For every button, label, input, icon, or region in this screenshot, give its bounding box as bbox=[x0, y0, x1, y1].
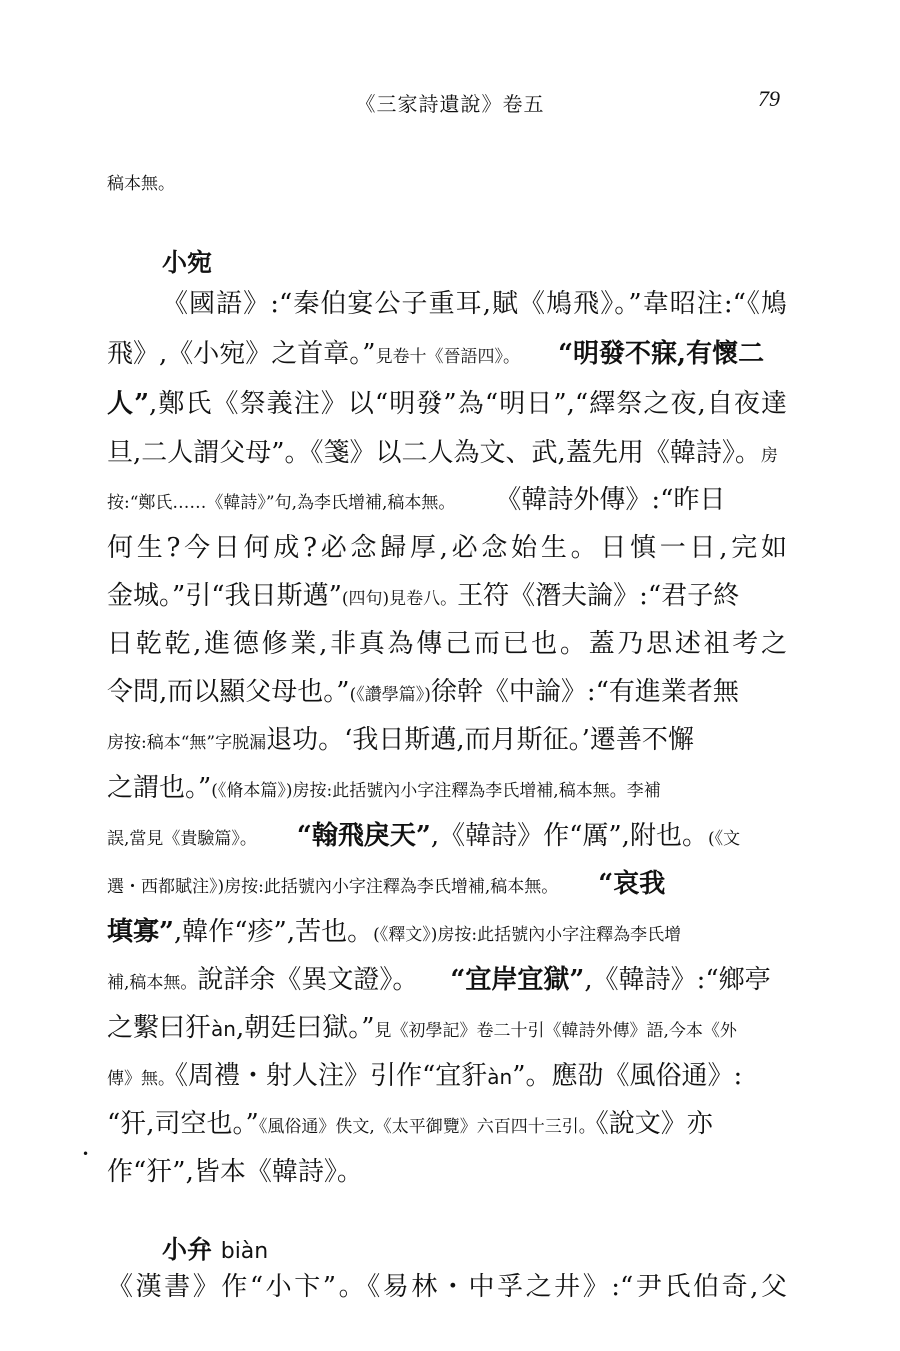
body-line: 之繫曰犴àn,朝廷曰獄。”見《初學記》卷二十引《韓詩外傳》語,今本《外 bbox=[107, 1013, 737, 1043]
body-line: 《漢書》作“小卞”。《易林・中孚之井》:“尹氏伯奇,父 bbox=[107, 1272, 787, 1302]
body-line: 金城。”引“我日斯邁”(四句)見卷八。王符《潛夫論》:“君子終 bbox=[107, 581, 740, 611]
body-line: 日乾乾,進德修業,非真為傳己而已也。蓋乃思述祖考之 bbox=[107, 629, 787, 659]
body-line: 誤,當見《貴驗篇》。 “翰飛戾天”,《韓詩》作“厲”,附也。(《文 bbox=[107, 821, 741, 851]
body-line: 旦,二人謂父母”。《箋》以二人為文、武,蓋先用《韓詩》。房 bbox=[107, 438, 778, 468]
body-line: 補,稿本無。說詳余《異文證》。 “宜岸宜獄”,《韓詩》:“鄉亭 bbox=[107, 965, 771, 995]
section-heading-xiaowan: 小宛 bbox=[162, 248, 213, 277]
body-line: 人”,鄭氏《祭義注》以“明發”為“明日”,“繹祭之夜,自夜達 bbox=[107, 389, 787, 419]
body-line: 《國語》:“秦伯宴公子重耳,賦《鳩飛》。”韋昭注:“《鳩 bbox=[162, 289, 787, 319]
body-line: 傳》無。《周禮・射人注》引作“宜豻àn”。應劭《風俗通》: bbox=[107, 1061, 743, 1091]
body-line: 令問,而以顯父母也。”(《讚學篇》)徐幹《中論》:“有進業者無 bbox=[107, 677, 739, 707]
body-line: 何生?今日何成?必念歸厚,必念始生。日慎一日,完如 bbox=[107, 533, 787, 563]
body-line: 作“犴”,皆本《韓詩》。 bbox=[107, 1157, 363, 1187]
body-line: 之謂也。”(《脩本篇》)房按:此括號內小字注釋為李氏增補,稿本無。李補 bbox=[107, 773, 661, 803]
body-line: 按:“鄭氏……《韓詩》”句,為李氏增補,稿本無。 《韓詩外傳》:“昨日 bbox=[107, 485, 726, 515]
body-line: 填寡”,韓作“疹”,苦也。(《釋文》)房按:此括號內小字注釋為李氏增 bbox=[107, 917, 682, 947]
section-heading-xiaobian: 小弁 biàn bbox=[162, 1235, 269, 1264]
body-line: 房按:稿本“無”字脱漏退功。‘我日斯邁,而月斯征。’遷善不懈 bbox=[107, 725, 694, 755]
body-line: 選・西都賦注》)房按:此括號內小字注釋為李氏增補,稿本無。 “哀我 bbox=[107, 869, 666, 899]
stray-mark: • bbox=[82, 1147, 90, 1161]
intro-line: 稿本無。 bbox=[107, 174, 175, 194]
running-header-title: 《三家詩遺說》卷五 bbox=[355, 92, 545, 116]
page-number: 79 bbox=[758, 86, 780, 111]
body-line: “犴,司空也。”《風俗通》佚文,《太平御覽》六百四十三引。《說文》亦 bbox=[107, 1109, 713, 1139]
body-line: 飛》,《小宛》之首章。”見卷十《晉語四》。 “明發不寐,有懷二 bbox=[107, 339, 765, 369]
